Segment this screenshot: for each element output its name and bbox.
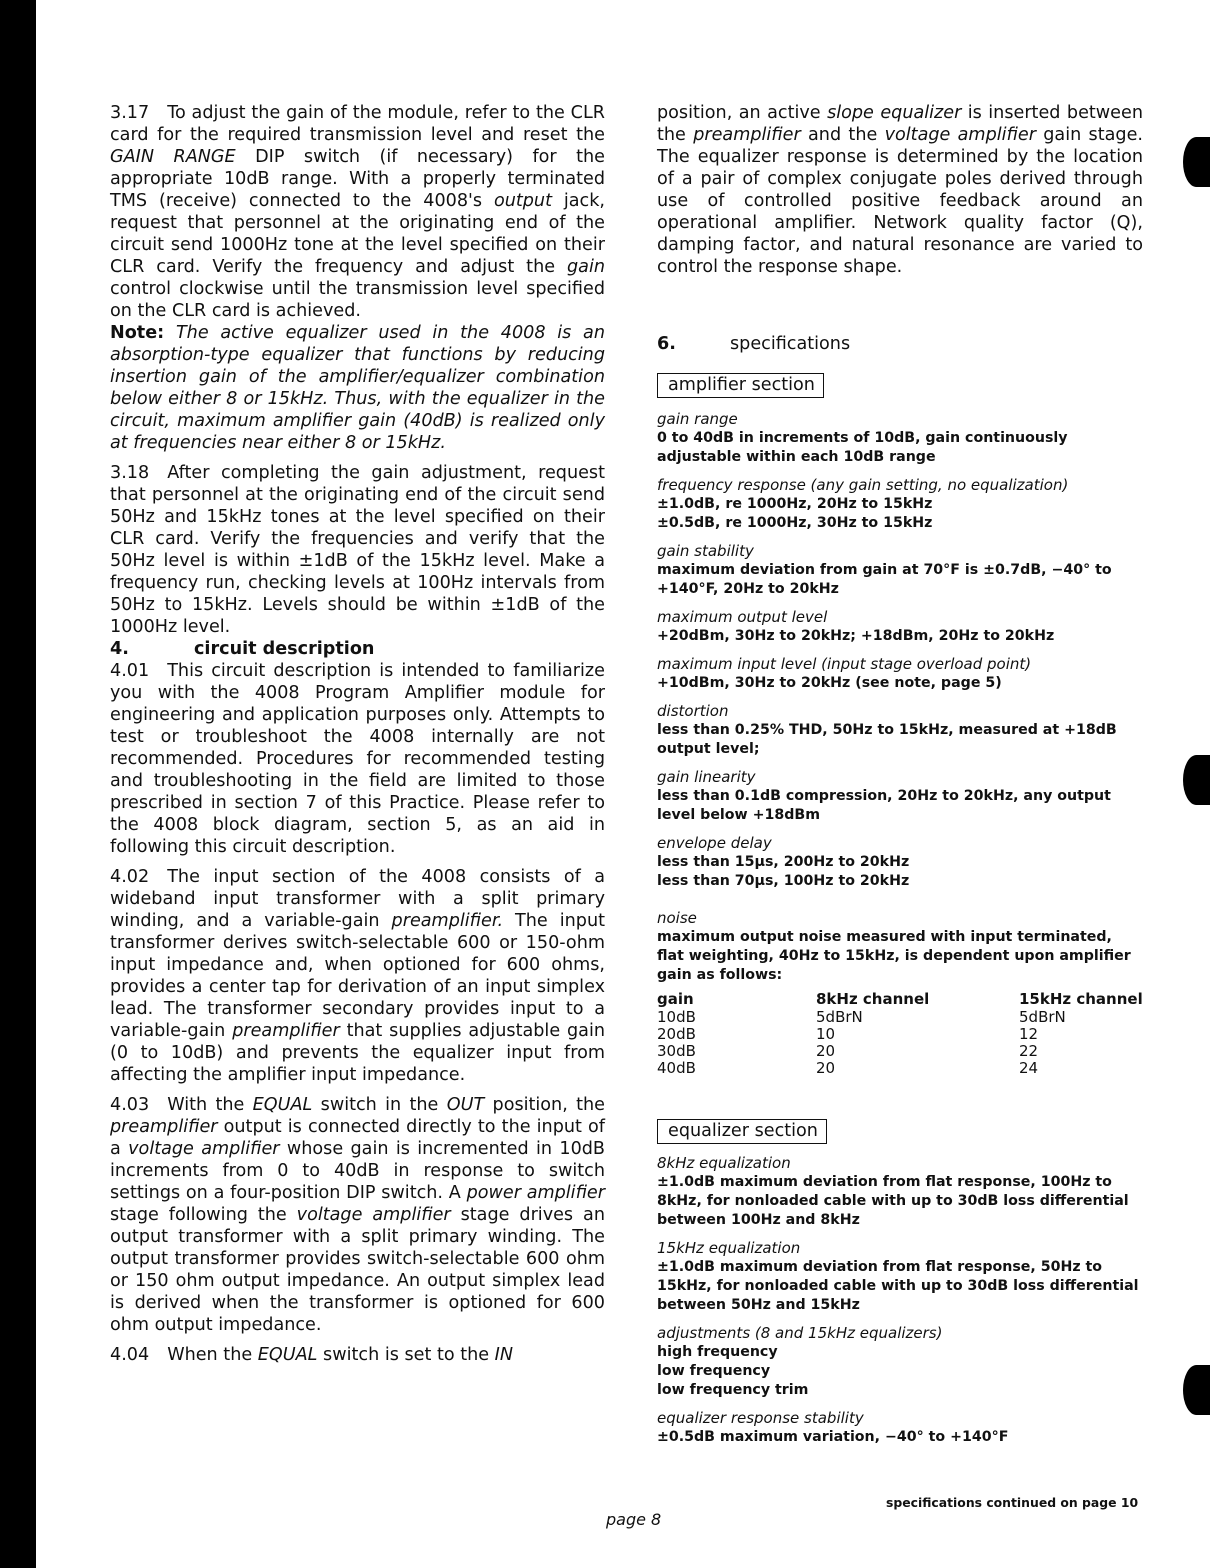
noise-table-cell: 20	[816, 1059, 836, 1077]
note-paragraph: Note: The active equalizer used in the 4008 is an absorption-type equalizer that functions by reducing insertion gain of the amplifier/equalizer combination below either 8 or 15kHz. Thus, with the equalizer in the circuit, maximum amplifier gain (40dB) is realized only at frequencies near either 8 or 15kHz.	[110, 323, 605, 453]
spec-item	[657, 1239, 1143, 1315]
spec-item	[657, 1324, 1143, 1400]
page-number: page 8	[606, 1510, 662, 1529]
paragraph-4-04: 4.04 When the EQUAL switch is set to the IN	[110, 1345, 514, 1365]
noise-table-cell: 24	[1019, 1059, 1039, 1077]
noise-table-row	[657, 1026, 1143, 1043]
paragraph-4-02: 4.02 The input section of the 4008 consists of a wideband input transformer with a split primary winding, and a variable-gain preamplifier. The input transformer derives switch-selectable 600 or 150-ohm input impedance and, when optioned for 600 ohms, provides a center tap for derivation of an input simplex lead. The transformer secondary provides input to a variable-gain preamplifier that supplies adjustable gain (0 to 10dB) and prevents the equalizer input from affecting the amplifier input impedance.	[110, 867, 605, 1085]
paragraph-4-04-continued: position, an active slope equalizer is inserted between the preamplifier and the voltage amplifier gain stage. The equalizer response is determined by the location of a pair of complex conjugate poles derived through use of controlled positive feedback around an operational amplifier. Network quality factor (Q), damping factor, and natural resonance are varied to control the response shape.	[657, 103, 1143, 277]
spec-item	[657, 655, 1143, 693]
spec-value: less than 0.25% THD, 50Hz to 15kHz, measured at +18dB output level;	[657, 722, 1117, 757]
amplifier-section-title: amplifier section	[657, 373, 824, 398]
noise-table-row	[657, 1009, 1143, 1026]
spec-value: +10dBm, 30Hz to 20kHz (see note, page 5)	[657, 675, 1002, 691]
noise-table-cell: 8kHz channel	[816, 990, 930, 1008]
spec-value: ±1.0dB maximum deviation from flat response, 100Hz to 8kHz, for nonloaded cable with up to 30dB loss differential between 100Hz and 8kHz	[657, 1174, 1129, 1228]
spec-label: gain range	[657, 410, 738, 428]
continued-note: specifications continued on page 10	[886, 1495, 1139, 1510]
spec-item	[657, 834, 1143, 891]
punch-hole-top	[1183, 137, 1210, 187]
spec-label: gain stability	[657, 542, 754, 560]
noise-table-cell: 20	[816, 1042, 836, 1060]
noise-table-cell: 15kHz channel	[1019, 990, 1143, 1008]
noise-table-cell: 20dB	[657, 1025, 696, 1043]
spec-value: ±0.5dB maximum variation, −40° to +140°F	[657, 1429, 1009, 1445]
punch-hole-bottom	[1183, 1365, 1210, 1415]
noise-table-header	[657, 991, 1143, 1009]
noise-table-cell: gain	[657, 990, 694, 1008]
paragraph-4-03: 4.03 With the EQUAL switch in the OUT position, the preamplifier output is connected directly to the input of a voltage amplifier whose gain is incremented in 10dB increments from 0 to 40dB in response to switch settings on a four-position DIP switch. A power amplifier stage following the voltage amplifier stage drives an output transformer with a split primary winding. The output transformer provides switch-selectable 600 ohm or 150 ohm output impedance. An output simplex lead is derived when the transformer is optioned for 600 ohm output impedance.	[110, 1095, 605, 1335]
amplifier-section-box	[657, 373, 1143, 398]
spec-value: low frequency trim	[657, 1382, 809, 1398]
spec-label: equalizer response stability	[657, 1409, 864, 1427]
spec-label: maximum output level	[657, 608, 828, 626]
spec-value: less than 15µs, 200Hz to 20kHz	[657, 854, 910, 870]
spec-label: noise	[657, 909, 697, 927]
spec-item	[657, 1409, 1143, 1447]
section-6-heading: 6. specifications	[657, 334, 851, 354]
equalizer-section-title: equalizer section	[657, 1119, 827, 1144]
spec-label: adjustments (8 and 15kHz equalizers)	[657, 1324, 943, 1342]
spec-item	[657, 1154, 1143, 1230]
equalizer-specs	[657, 1154, 1143, 1447]
noise-table-cell: 10dB	[657, 1008, 696, 1026]
right-column	[657, 102, 1143, 1447]
noise-table-cell: 5dBrN	[1019, 1008, 1066, 1026]
spec-value: ±1.0dB, re 1000Hz, 20Hz to 15kHz	[657, 496, 933, 512]
noise-table	[657, 991, 1143, 1077]
noise-table-cell: 5dBrN	[816, 1008, 863, 1026]
noise-table-row	[657, 1060, 1143, 1077]
noise-table-cell: 12	[1019, 1025, 1039, 1043]
noise-table-cell: 22	[1019, 1042, 1039, 1060]
spec-value: less than 70µs, 100Hz to 20kHz	[657, 873, 910, 889]
spec-item	[657, 768, 1143, 825]
section-4-heading: 4. circuit description	[110, 639, 375, 659]
noise-table-row	[657, 1043, 1143, 1060]
spec-label: 8kHz equalization	[657, 1154, 791, 1172]
spec-value: ±1.0dB maximum deviation from flat response, 50Hz to 15kHz, for nonloaded cable with up to 30dB loss differential between 50Hz and 15kHz	[657, 1259, 1139, 1313]
noise-table-cell: 40dB	[657, 1059, 696, 1077]
spec-value: ±0.5dB, re 1000Hz, 30Hz to 15kHz	[657, 515, 933, 531]
noise-table-cell: 30dB	[657, 1042, 696, 1060]
spec-value: low frequency	[657, 1363, 771, 1379]
spec-label: 15kHz equalization	[657, 1239, 801, 1257]
spec-label: frequency response (any gain setting, no equalization)	[657, 476, 1069, 494]
spec-label: gain linearity	[657, 768, 756, 786]
noise-table-cell: 10	[816, 1025, 836, 1043]
spec-label: distortion	[657, 702, 729, 720]
equalizer-section-box	[657, 1119, 1143, 1144]
spec-value: 0 to 40dB in increments of 10dB, gain continuously adjustable within each 10dB range	[657, 430, 1068, 465]
paragraph-3-18: 3.18 After completing the gain adjustment, request that personnel at the originating end of the circuit send 50Hz and 15kHz tones at the level specified on their CLR card. Verify the frequencies and verify that the 50Hz level is within ±1dB of the 15kHz level. Make a frequency run, checking levels at 100Hz intervals from 50Hz to 15kHz. Levels should be within ±1dB of the 1000Hz level.	[110, 463, 605, 637]
spec-item	[657, 702, 1143, 759]
left-column	[110, 102, 605, 1366]
spec-label: envelope delay	[657, 834, 772, 852]
punch-hole-middle	[1183, 755, 1210, 805]
spec-item	[657, 476, 1143, 533]
spec-value: maximum output noise measured with input terminated, flat weighting, 40Hz to 15kHz, is dependent upon amplifier gain as follows:	[657, 929, 1131, 983]
spec-value: less than 0.1dB compression, 20Hz to 20kHz, any output level below +18dBm	[657, 788, 1111, 823]
spec-label: maximum input level (input stage overload point)	[657, 655, 1032, 673]
scan-edge-bar	[0, 0, 36, 1568]
amplifier-specs	[657, 410, 1143, 891]
spec-item	[657, 410, 1143, 467]
spec-item	[657, 542, 1143, 599]
paragraph-4-01: 4.01 This circuit description is intended to familiarize you with the 4008 Program Amplifier module for engineering and application purposes only. Attempts to test or troubleshoot the 4008 internally are not recommended. Procedures for recommended testing and troubleshooting in the field are limited to those prescribed in section 7 of this Practice. Please refer to the 4008 block diagram, section 5, as an aid in following this circuit description.	[110, 661, 605, 857]
spec-value: +20dBm, 30Hz to 20kHz; +18dBm, 20Hz to 20kHz	[657, 628, 1055, 644]
paragraph-3-17: 3.17 To adjust the gain of the module, refer to the CLR card for the required transmission level and reset the GAIN RANGE DIP switch (if necessary) for the appropriate 10dB range. With a properly terminated TMS (receive) connected to the 4008's output jack, request that personnel at the originating end of the circuit send 1000Hz tone at the level specified on their CLR card. Verify the frequency and adjust the gain control clockwise until the transmission level specified on the CLR card is achieved.	[110, 103, 605, 321]
noise-spec	[657, 909, 1143, 1077]
spec-item	[657, 608, 1143, 646]
spec-value: high frequency	[657, 1344, 778, 1360]
spec-value: maximum deviation from gain at 70°F is ±0.7dB, −40° to +140°F, 20Hz to 20kHz	[657, 562, 1112, 597]
